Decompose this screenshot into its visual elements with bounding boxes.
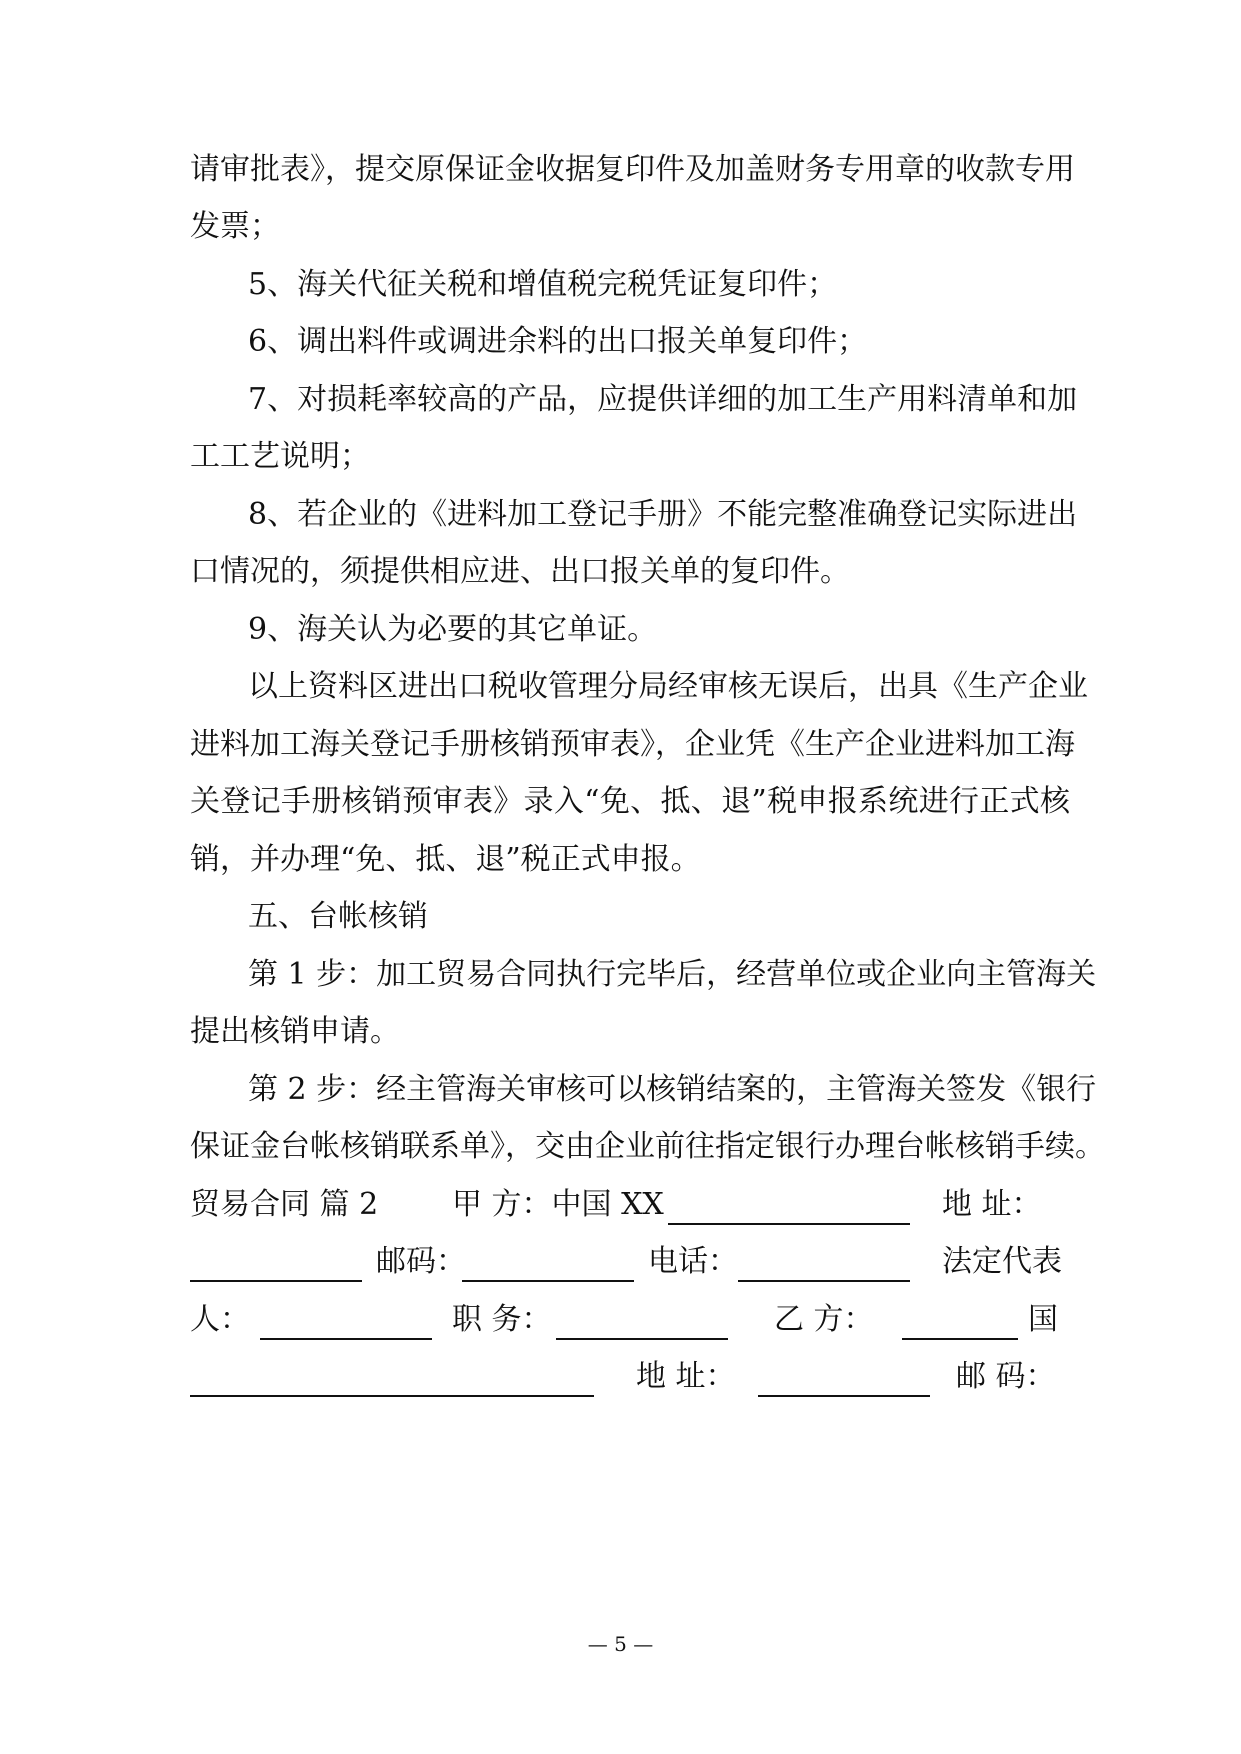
position-blank: [556, 1300, 728, 1340]
item-9: 9、海关认为必要的其它单证。: [248, 612, 658, 647]
summary-line-3: 关登记手册核销预审表》录入“免、抵、退”税申报系统进行正式核: [190, 784, 1070, 819]
section-heading-5: 五、台帐核销: [248, 899, 428, 934]
party-b-country-blank: [190, 1357, 594, 1397]
legal-rep-label: 法定代表: [942, 1244, 1062, 1279]
party-b-address-blank: [758, 1357, 930, 1397]
step-2-line-2: 保证金台帐核销联系单》，交由企业前往指定银行办理台帐核销手续。: [190, 1129, 1105, 1164]
contract-title: 贸易合同 篇 2: [190, 1187, 379, 1222]
contract-row-1: [190, 1185, 1070, 1225]
step-2-line-1: 第 2 步：经主管海关审核可以核销结案的，主管海关签发《银行: [248, 1072, 1097, 1107]
position-label: 职 务：: [452, 1302, 552, 1337]
party-b-blank: [902, 1300, 1018, 1340]
item-5: 5、海关代征关税和增值税完税凭证复印件；: [248, 267, 838, 302]
page-number: — 5 —: [587, 1632, 654, 1656]
postcode-label: 邮码：: [376, 1244, 466, 1279]
item-6: 6、调出料件或调进余料的出口报关单复印件；: [248, 324, 868, 359]
party-b-label: 乙 方：: [774, 1302, 874, 1337]
summary-line-2: 进料加工海关登记手册核销预审表》，企业凭《生产企业进料加工海: [190, 727, 1075, 762]
summary-line-1: 以上资料区进出口税收管理分局经审核无误后，出具《生产企业: [248, 669, 1088, 704]
contract-row-3: [190, 1300, 1070, 1340]
address-label: 地 址：: [942, 1187, 1042, 1222]
legal-rep-blank: [260, 1300, 432, 1340]
paragraph-continuation-line-1: 请审批表》，提交原保证金收据复印件及加盖财务专用章的收款专用: [190, 152, 1075, 187]
item-8-line-1: 8、若企业的《进料加工登记手册》不能完整准确登记实际进出: [248, 497, 1078, 532]
item-8-line-2: 口情况的，须提供相应进、出口报关单的复印件。: [190, 554, 850, 589]
phone-label: 电话：: [648, 1244, 738, 1279]
paragraph-continuation-line-2: 发票；: [190, 209, 280, 244]
party-b-postcode-label: 邮 码：: [956, 1359, 1056, 1394]
phone-blank: [738, 1242, 910, 1282]
country-label: 国: [1028, 1302, 1058, 1337]
postcode-blank: [462, 1242, 634, 1282]
item-7-line-1: 7、对损耗率较高的产品，应提供详细的加工生产用料清单和加: [248, 382, 1078, 417]
party-a-label: 甲 方：中国 XX: [452, 1187, 664, 1222]
address-blank: [190, 1242, 362, 1282]
step-1-line-1: 第 1 步：加工贸易合同执行完毕后，经营单位或企业向主管海关: [248, 957, 1097, 992]
item-7-line-2: 工工艺说明；: [190, 439, 370, 474]
party-a-blank: [668, 1185, 910, 1225]
legal-rep-label-continued: 人：: [190, 1302, 250, 1337]
step-1-line-2: 提出核销申请。: [190, 1014, 400, 1049]
party-b-address-label: 地 址：: [636, 1359, 736, 1394]
contract-row-4: [190, 1357, 1070, 1397]
summary-line-4: 销，并办理“免、抵、退”税正式申报。: [190, 842, 701, 877]
contract-row-2: [190, 1242, 1070, 1282]
